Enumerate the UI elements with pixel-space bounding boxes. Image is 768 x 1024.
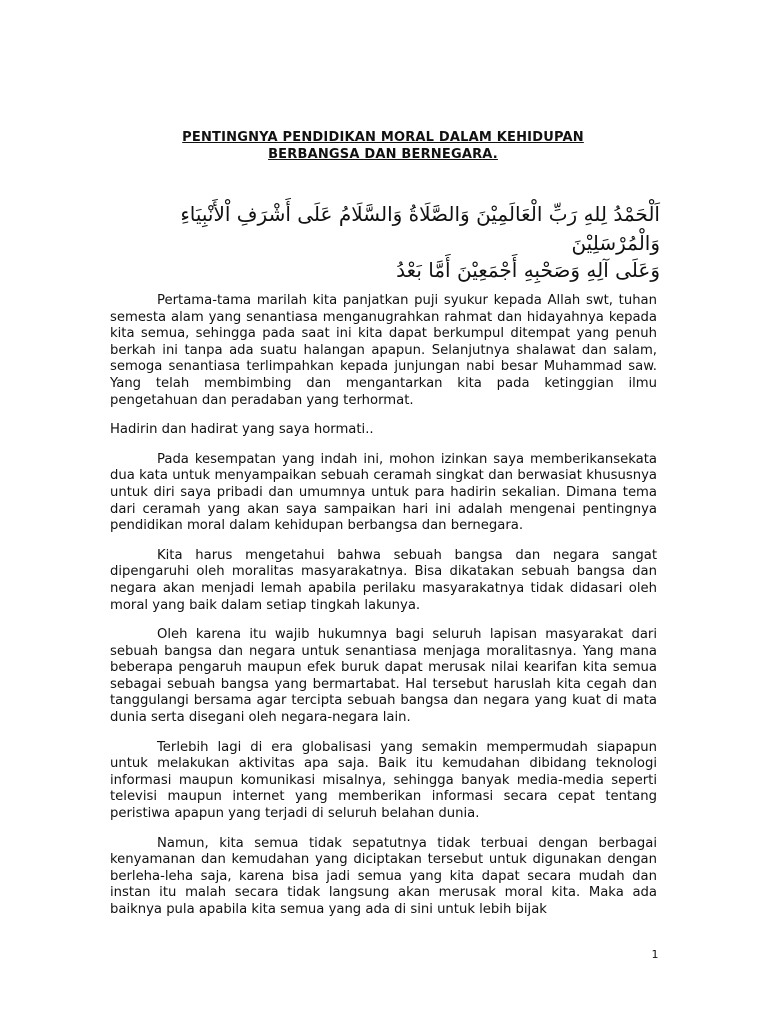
title-line-1: PENTINGNYA PENDIDIKAN MORAL DALAM KEHIDUPAN	[182, 130, 584, 145]
paragraph-caution: Namun, kita semua tidak sepatutnya tidak terbuai dengan berbagai kenyamanan dan kemudahan yang diciptakan tersebut untuk digunakan dengan berleha-leha saja, karena bisa jadi semua yang kita dapat secara mudah dan instan itu malah secara tidak langsung akan merusak moral kita. Maka ada baiknya pula apabila kita semua yang ada di sini untuk lebih bijak	[110, 835, 657, 917]
paragraph-theme: Pada kesempatan yang indah ini, mohon izinkan saya memberikansekata dua kata untuk menyampaikan sebuah ceramah singkat dan berwasiat khususnya untuk diri saya pribadi dan umumnya untuk para hadirin sekalian. Dimana tema dari ceramah yang akan saya sampaikan hari ini adalah mengenai pentingnya pendidikan moral dalam kehidupan berbangsa dan bernegara.	[110, 451, 657, 534]
paragraph-obligation: Oleh karena itu wajib hukumnya bagi seluruh lapisan masyarakat dari sebuah bangsa dan negara untuk senantiasa menjaga moralitasnya. Yang mana beberapa pengaruh maupun efek buruk dapat merusak nilai kearifan kita semua sebagai sebuah bangsa yang bermartabat. Hal tersebut haruslah kita cegah dan tanggulangi bersama agar tercipta sebuah bangsa dan negara yang kuat di mata dunia serta disegani oleh negara-negara lain.	[110, 627, 657, 726]
paragraph-morality: Kita harus mengetahui bahwa sebuah bangsa dan negara sangat dipengaruhi oleh moralitas masyarakatnya. Bisa dikatakan sebuah bangsa dan negara akan menjadi lemah apabila perilaku masyarakatnya tidak didasari oleh moral yang baik dalam setiap tingkah lakunya.	[110, 547, 657, 613]
arabic-opening-line-2: وَعَلَى آلِهِ وَصَحْبِهِ أَجْمَعِيْنَ أَمَّا بَعْدُ	[396, 258, 660, 282]
paragraph-opening: Pertama-tama marilah kita panjatkan puji syukur kepada Allah swt, tuhan semesta alam yang senantiasa menganugrahkan rahmat dan hidayahnya kepada kita semua, sehingga pada saat ini kita dapat berkumpul ditempat yang penuh berkah ini tanpa ada suatu halangan apapun. Selanjutnya shalawat dan salam, semoga senantiasa terlimpahkan kepada junjungan nabi besar Muhammad saw. Yang telah membimbing dan mengantarkan kita pada ketinggian ilmu pengetahuan dan peradaban yang terhormat.	[110, 293, 657, 408]
document-body	[110, 293, 657, 932]
paragraph-greeting: Hadirin dan hadirat yang saya hormati..	[110, 422, 374, 438]
title-line-2: BERBANGSA DAN BERNEGARA.	[268, 147, 498, 162]
arabic-opening-line-1: اَلْحَمْدُ لِلهِ رَبِّ الْعَالَمِيْنَ وَالصَّلَاةُ وَالسَّلَامُ عَلَى أَشْرَفِ اْلأَنْبِيَاءِ وَالْمُرْسَلِيْنَ	[180, 202, 660, 255]
paragraph-globalization: Terlebih lagi di era globalisasi yang semakin mempermudah siapapun untuk melakukan aktivitas apa saja. Baik itu kemudahan dibidang teknologi informasi maupun komunikasi misalnya, sehingga banyak media-media seperti televisi maupun internet yang memberikan informasi secara cepat tentang peristiwa apapun yang terjadi di seluruh belahan dunia.	[110, 739, 657, 822]
document-title	[110, 129, 656, 163]
page-number: 1	[651, 948, 659, 961]
